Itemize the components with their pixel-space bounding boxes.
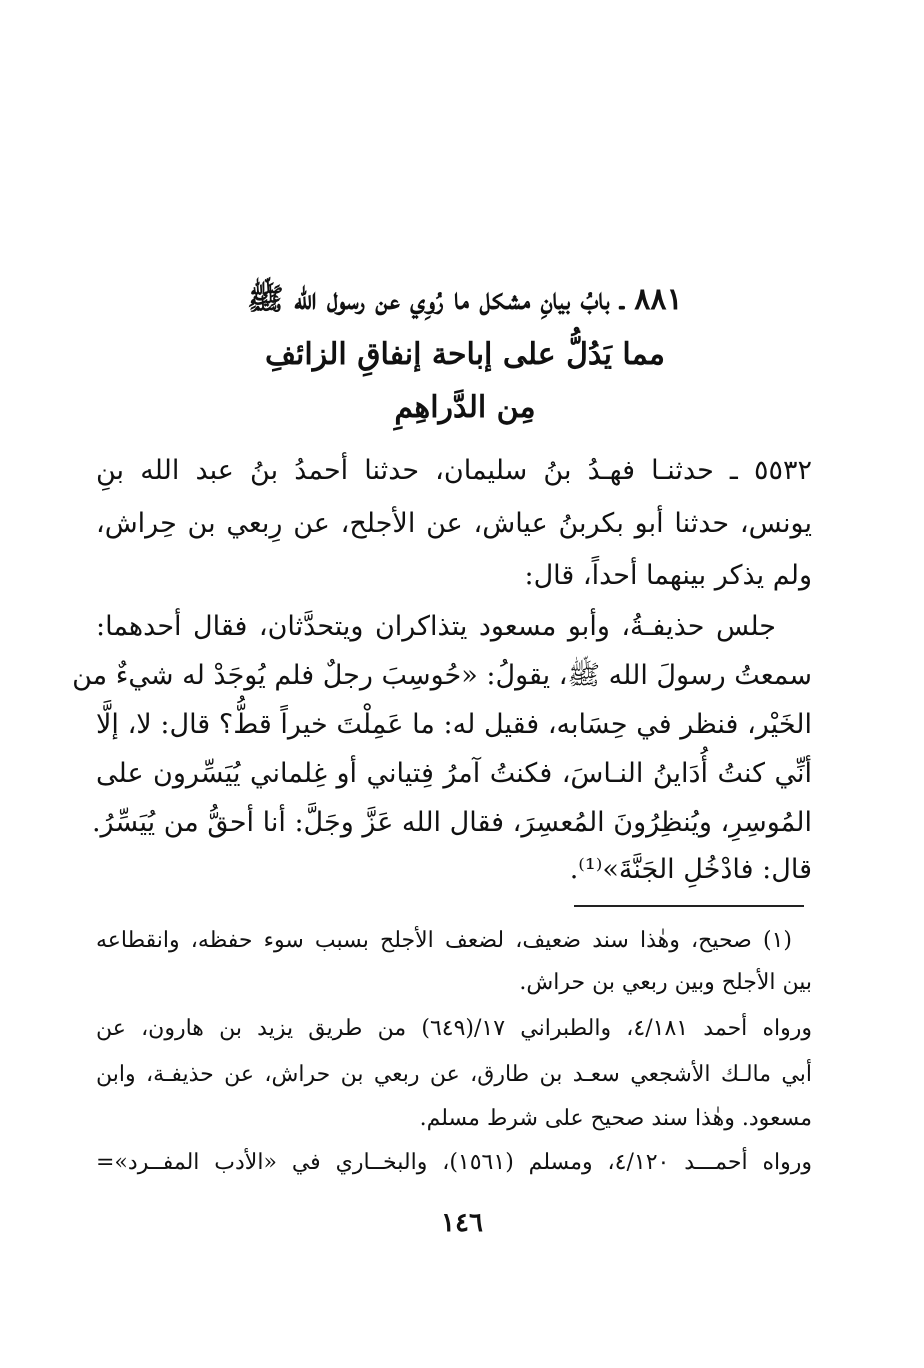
matn-line-4: أنِّي كنتُ أُدَاينُ النـاسَ، فكنتُ آمرُ فِتياني أو غِلماني يُيَسِّرون على: [96, 758, 812, 789]
hadith-isnad: [96, 457, 812, 597]
matn-line-2: سمعتُ رسولَ الله ﷺ، يقولُ: «حُوسِبَ رجلٌ فلم يُوجَدْ له شيءٌ من: [72, 660, 812, 691]
matn-line-5: المُوسِرِ، ويُنظِرُونَ المُعسِرَ، فقال الله عَزَّ وجَلَّ: أنا أحقُّ من يُيَسِّرُ.: [91, 807, 812, 838]
footnote-line-3: ورواه أحمد ٤/١٨١، والطبراني ١٧/(٦٤٩) من طريق يزيد بن هارون، عن: [96, 1016, 812, 1041]
chapter-heading-line-3: مِن الدَّراهِمِ: [394, 390, 536, 425]
isnad-line-1: ٥٥٣٢ ـ حدثنـا فهـدُ بنُ سليمان، حدثنا أحمدُ بنُ عبد الله بنِ: [96, 455, 812, 486]
chapter-heading-line-1: ٨٨١ ـ بابُ بيانِ مشكل ما رُوِي عن رسول الله ﷺ: [247, 282, 683, 317]
chapter-heading-line-2: مما يَدُلُّ على إباحة إنفاقِ الزائفِ: [264, 337, 665, 372]
matn-line-6: قال: فادْخُلِ الجَنَّةَ»⁽¹⁾.: [569, 854, 812, 885]
hadith-matn: [72, 611, 812, 893]
footnote-divider: [574, 905, 804, 907]
footnote-line-6: ورواه أحمـــد ٤/١٢٠، ومسلم (١٥٦١)، والبخــاري في «الأدب المفــرد»=: [96, 1150, 812, 1175]
matn-line-3: الخَيْر، فنظر في حِسَابه، فقيل له: ما عَمِلْتَ خيراً قطُّ؟ قال: لا، إلَّا: [96, 709, 812, 740]
footnote-line-2: بين الأجلح وبين ربعي بن حراش.: [519, 970, 812, 995]
matn-line-1: جلس حذيفـةُ، وأبو مسعود يتذاكران ويتحدَّثان، فقال أحدهما:: [96, 611, 776, 642]
isnad-line-2: يونس، حدثنا أبو بكربنُ عياش، عن الأجلح، عن رِبعي بن حِراش،: [96, 508, 812, 539]
isnad-line-3: ولم يذكر بينهما أحداً، قال:: [524, 560, 812, 591]
page-number: ١٤٦: [441, 1208, 483, 1238]
footnote-line-4: أبي مالـك الأشجعي سعـد بن طارق، عن ربعي بن حراش، عن حذيفـة، وابن: [96, 1062, 812, 1087]
footnote-line-5: مسعود. وهٰذا سند صحيح على شرط مسلم.: [419, 1106, 812, 1131]
footnotes: [96, 930, 812, 1180]
footnote-line-1: (١) صحيح، وهٰذا سند ضعيف، لضعف الأجلح بسبب سوء حفظه، وانقطاعه: [96, 928, 792, 953]
